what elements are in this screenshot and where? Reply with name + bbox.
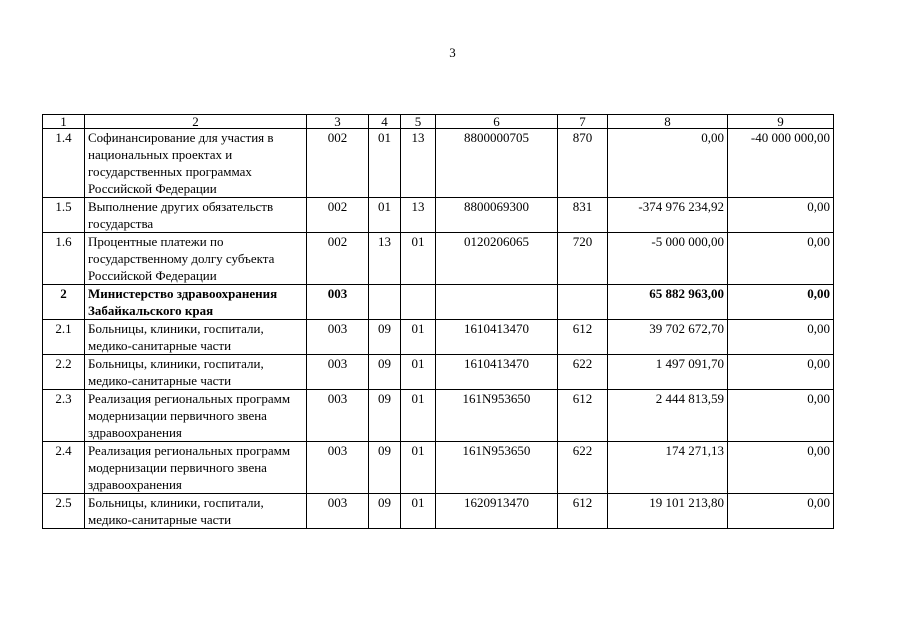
expense-type-cell: 612: [558, 320, 608, 355]
table-row: [43, 285, 834, 320]
section-code-cell: 09: [369, 355, 401, 390]
row-number-cell: 1.6: [43, 233, 85, 285]
target-article-cell: 8800000705: [436, 129, 558, 198]
ministry-code-cell: 003: [307, 442, 369, 494]
table-row: [43, 233, 834, 285]
expense-type-cell: 720: [558, 233, 608, 285]
subsection-code-cell: 13: [401, 198, 436, 233]
header-col-1: 1: [43, 115, 85, 129]
amount-cell: 1 497 091,70: [608, 355, 728, 390]
table-row: [43, 355, 834, 390]
table-row: [43, 390, 834, 442]
amount-2-cell: 0,00: [728, 285, 834, 320]
row-number-cell: 2.5: [43, 494, 85, 529]
subsection-code-cell: 13: [401, 129, 436, 198]
target-article-cell: 1620913470: [436, 494, 558, 529]
subsection-code-cell: 01: [401, 390, 436, 442]
amount-cell: -5 000 000,00: [608, 233, 728, 285]
section-code-cell: 13: [369, 233, 401, 285]
amount-2-cell: 0,00: [728, 233, 834, 285]
target-article-cell: 0120206065: [436, 233, 558, 285]
subsection-code-cell: 01: [401, 320, 436, 355]
row-number-cell: 2.2: [43, 355, 85, 390]
header-col-4: 4: [369, 115, 401, 129]
row-name-cell: Министерство здравоохранения Забайкальского края: [85, 285, 307, 320]
section-code-cell: 01: [369, 198, 401, 233]
row-name-cell: Софинансирование для участия в национальных проектах и государственных программах Российской Федерации: [85, 129, 307, 198]
expense-type-cell: [558, 285, 608, 320]
ministry-code-cell: 003: [307, 355, 369, 390]
table-row: [43, 198, 834, 233]
target-article-cell: 161N953650: [436, 390, 558, 442]
header-col-8: 8: [608, 115, 728, 129]
expense-type-cell: 612: [558, 390, 608, 442]
table-row: [43, 494, 834, 529]
target-article-cell: 8800069300: [436, 198, 558, 233]
expense-type-cell: 612: [558, 494, 608, 529]
amount-cell: 19 101 213,80: [608, 494, 728, 529]
table-row: [43, 129, 834, 198]
target-article-cell: 161N953650: [436, 442, 558, 494]
amount-cell: 0,00: [608, 129, 728, 198]
subsection-code-cell: [401, 285, 436, 320]
amount-2-cell: -40 000 000,00: [728, 129, 834, 198]
table-row: [43, 320, 834, 355]
amount-cell: -374 976 234,92: [608, 198, 728, 233]
ministry-code-cell: 003: [307, 320, 369, 355]
row-name-cell: Выполнение других обязательств государства: [85, 198, 307, 233]
row-name-cell: Больницы, клиники, госпитали, медико-санитарные части: [85, 320, 307, 355]
section-code-cell: 09: [369, 390, 401, 442]
header-col-9: 9: [728, 115, 834, 129]
subsection-code-cell: 01: [401, 442, 436, 494]
amount-cell: 65 882 963,00: [608, 285, 728, 320]
amount-2-cell: 0,00: [728, 494, 834, 529]
amount-cell: 2 444 813,59: [608, 390, 728, 442]
header-col-6: 6: [436, 115, 558, 129]
row-name-cell: Реализация региональных программ модернизации первичного звена здравоохранения: [85, 390, 307, 442]
section-code-cell: 01: [369, 129, 401, 198]
table-body: [43, 129, 834, 529]
row-name-cell: Больницы, клиники, госпитали, медико-санитарные части: [85, 355, 307, 390]
amount-2-cell: 0,00: [728, 355, 834, 390]
amount-2-cell: 0,00: [728, 320, 834, 355]
expense-type-cell: 870: [558, 129, 608, 198]
amount-2-cell: 0,00: [728, 442, 834, 494]
header-row: [43, 115, 834, 129]
ministry-code-cell: 002: [307, 129, 369, 198]
header-col-3: 3: [307, 115, 369, 129]
ministry-code-cell: 002: [307, 233, 369, 285]
row-number-cell: 1.5: [43, 198, 85, 233]
subsection-code-cell: 01: [401, 355, 436, 390]
row-number-cell: 2.3: [43, 390, 85, 442]
ministry-code-cell: 003: [307, 390, 369, 442]
row-name-cell: Реализация региональных программ модернизации первичного звена здравоохранения: [85, 442, 307, 494]
section-code-cell: [369, 285, 401, 320]
section-code-cell: 09: [369, 320, 401, 355]
table-row: [43, 442, 834, 494]
row-name-cell: Процентные платежи по государственному долгу субъекта Российской Федерации: [85, 233, 307, 285]
page-number: 3: [449, 45, 456, 60]
ministry-code-cell: 003: [307, 494, 369, 529]
section-code-cell: 09: [369, 442, 401, 494]
amount-2-cell: 0,00: [728, 198, 834, 233]
header-col-5: 5: [401, 115, 436, 129]
budget-table: [42, 114, 834, 529]
expense-type-cell: 622: [558, 355, 608, 390]
amount-cell: 39 702 672,70: [608, 320, 728, 355]
subsection-code-cell: 01: [401, 494, 436, 529]
ministry-code-cell: 003: [307, 285, 369, 320]
expense-type-cell: 622: [558, 442, 608, 494]
target-article-cell: 1610413470: [436, 320, 558, 355]
target-article-cell: 1610413470: [436, 355, 558, 390]
row-name-cell: Больницы, клиники, госпитали, медико-санитарные части: [85, 494, 307, 529]
header-col-7: 7: [558, 115, 608, 129]
subsection-code-cell: 01: [401, 233, 436, 285]
section-code-cell: 09: [369, 494, 401, 529]
expense-type-cell: 831: [558, 198, 608, 233]
amount-cell: 174 271,13: [608, 442, 728, 494]
target-article-cell: [436, 285, 558, 320]
row-number-cell: 2: [43, 285, 85, 320]
ministry-code-cell: 002: [307, 198, 369, 233]
header-col-2: 2: [85, 115, 307, 129]
amount-2-cell: 0,00: [728, 390, 834, 442]
row-number-cell: 2.1: [43, 320, 85, 355]
row-number-cell: 1.4: [43, 129, 85, 198]
row-number-cell: 2.4: [43, 442, 85, 494]
